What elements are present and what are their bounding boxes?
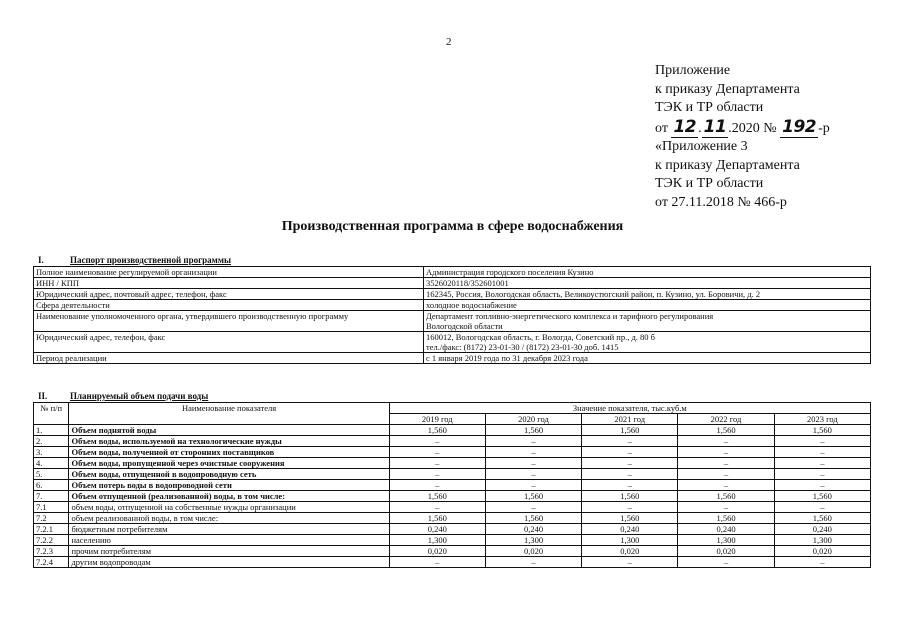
- year-header: 2023 год: [774, 414, 870, 425]
- row-value: 1,560: [485, 491, 581, 502]
- row-name: Объем воды, пропущенной через очистные сооружения: [69, 458, 389, 469]
- row-number: 7.2.2: [34, 535, 69, 546]
- row-value: 1,560: [678, 491, 774, 502]
- appendix-order-line: [655, 118, 830, 139]
- passport-row: [34, 311, 871, 332]
- row-value: 1,560: [678, 513, 774, 524]
- passport-value-cell: [424, 289, 871, 300]
- row-number: 4.: [34, 458, 69, 469]
- table-row: [34, 447, 871, 458]
- row-value: 0,240: [582, 524, 678, 535]
- handwritten-day: 12: [673, 116, 697, 137]
- section1-number: I.: [38, 255, 44, 265]
- row-value: 0,020: [678, 546, 774, 557]
- appendix-line: Приложение: [655, 63, 731, 78]
- row-value: –: [485, 447, 581, 458]
- appendix-line: от 27.11.2018 № 466-р: [655, 194, 787, 210]
- row-value: –: [389, 502, 485, 513]
- passport-label: Наименование уполномоченного органа, утвердившего производственную программу: [34, 311, 424, 332]
- row-value: 1,560: [485, 513, 581, 524]
- passport-label: Период реализации: [34, 353, 424, 364]
- row-value: 0,020: [485, 546, 581, 557]
- row-number: 7.: [34, 491, 69, 502]
- row-number: 3.: [34, 447, 69, 458]
- row-number: 1.: [34, 425, 69, 436]
- row-value: –: [582, 447, 678, 458]
- row-value: 1,560: [582, 491, 678, 502]
- row-value: –: [582, 458, 678, 469]
- row-name: населению: [69, 535, 389, 546]
- order-sep: .: [698, 120, 702, 136]
- row-value: 1,560: [389, 425, 485, 436]
- passport-row: [34, 267, 871, 278]
- table-row: [34, 524, 871, 535]
- row-value: 1,560: [774, 425, 870, 436]
- passport-label: Сфера деятельности: [34, 300, 424, 311]
- row-value: 1,300: [774, 535, 870, 546]
- row-number: 7.2.1: [34, 524, 69, 535]
- passport-label: ИНН / КПП: [34, 278, 424, 289]
- order-prefix: от: [655, 120, 672, 136]
- passport-value: холодное водоснабжение: [426, 300, 517, 310]
- section1-heading: [38, 255, 231, 265]
- row-value: –: [774, 469, 870, 480]
- row-value: 1,560: [582, 513, 678, 524]
- row-value: 1,300: [485, 535, 581, 546]
- row-name: Объем отпущенной (реализованной) воды, в том числе:: [69, 491, 389, 502]
- appendix-line: ТЭК и ТР области: [655, 100, 764, 115]
- row-value: –: [678, 436, 774, 447]
- row-value: 1,560: [774, 513, 870, 524]
- row-value: 0,020: [774, 546, 870, 557]
- passport-value: 160012, Вологодская область, г. Вологда, Советский пр., д. 80 б: [426, 332, 656, 342]
- row-number: 7.2.4: [34, 557, 69, 568]
- table-row: [34, 535, 871, 546]
- row-value: 1,300: [389, 535, 485, 546]
- row-value: 0,240: [485, 524, 581, 535]
- row-value: 1,300: [678, 535, 774, 546]
- row-name: Объем воды, полученной от сторонних поставщиков: [69, 447, 389, 458]
- row-value: –: [678, 458, 774, 469]
- row-value: –: [582, 557, 678, 568]
- col-header-name: Наименование показателя: [69, 403, 389, 425]
- section2-heading: [38, 391, 208, 401]
- row-value: 0,240: [678, 524, 774, 535]
- row-name: объем воды, отпущенной на собственные нужды организации: [69, 502, 389, 513]
- col-header-value: Значение показателя, тыс.куб.м: [389, 403, 870, 414]
- row-name: Объем поднятой воды: [69, 425, 389, 436]
- row-value: –: [774, 458, 870, 469]
- passport-value: Департамент топливно-энергетического комплекса и тарифного регулирования: [426, 311, 714, 321]
- row-value: –: [582, 480, 678, 491]
- row-value: –: [485, 480, 581, 491]
- row-value: –: [389, 469, 485, 480]
- year-header: 2019 год: [389, 414, 485, 425]
- passport-row: [34, 353, 871, 364]
- row-value: –: [582, 502, 678, 513]
- table-row: [34, 436, 871, 447]
- table-row: [34, 469, 871, 480]
- table-row: [34, 513, 871, 524]
- appendix-block: [655, 62, 830, 212]
- passport-value-cell: [424, 278, 871, 289]
- row-value: 0,240: [774, 524, 870, 535]
- passport-value-line2: Вологодской области: [426, 321, 503, 331]
- row-value: –: [774, 502, 870, 513]
- row-name: Объем воды, используемой на технологические нужды: [69, 436, 389, 447]
- row-value: –: [389, 480, 485, 491]
- appendix-line: к приказу Департамента: [655, 157, 800, 173]
- section2-number: II.: [38, 391, 48, 401]
- passport-value-cell: [424, 353, 871, 364]
- row-name: объем реализованной воды, в том числе:: [69, 513, 389, 524]
- section1-title: Паспорт производственной программы: [70, 255, 231, 265]
- row-number: 5.: [34, 469, 69, 480]
- row-value: –: [582, 469, 678, 480]
- row-value: 1,560: [582, 425, 678, 436]
- row-value: –: [389, 436, 485, 447]
- passport-row: [34, 300, 871, 311]
- volume-table: [33, 402, 871, 568]
- row-value: –: [678, 557, 774, 568]
- handwritten-month: 11: [703, 116, 727, 137]
- row-value: –: [485, 436, 581, 447]
- row-name: прочим потребителям: [69, 546, 389, 557]
- row-value: –: [485, 458, 581, 469]
- passport-value: Администрация городского поселения Кузино: [426, 267, 594, 277]
- row-value: –: [678, 469, 774, 480]
- passport-row: [34, 278, 871, 289]
- row-value: –: [774, 557, 870, 568]
- table-row: [34, 480, 871, 491]
- page-number: 2: [446, 36, 452, 48]
- table-row: [34, 502, 871, 513]
- table-row: [34, 557, 871, 568]
- table-row: [34, 491, 871, 502]
- row-value: 1,560: [389, 513, 485, 524]
- passport-value-cell: [424, 267, 871, 278]
- year-header: 2021 год: [582, 414, 678, 425]
- row-number: 6.: [34, 480, 69, 491]
- row-value: 1,560: [774, 491, 870, 502]
- row-value: –: [389, 447, 485, 458]
- row-value: 1,560: [678, 425, 774, 436]
- row-name: бюджетным потребителям: [69, 524, 389, 535]
- passport-value-line2: тел./факс: (8172) 23-01-30 / (8172) 23-01-30 доб. 1415: [426, 342, 619, 352]
- row-value: 0,020: [389, 546, 485, 557]
- row-value: –: [678, 502, 774, 513]
- appendix-line: к приказу Департамента: [655, 81, 800, 97]
- passport-value-cell: [424, 300, 871, 311]
- row-name: Объем потерь воды в водопроводной сети: [69, 480, 389, 491]
- row-number: 7.2: [34, 513, 69, 524]
- row-value: 1,560: [389, 491, 485, 502]
- row-value: –: [485, 502, 581, 513]
- row-value: –: [485, 557, 581, 568]
- passport-value: с 1 января 2019 года по 31 декабря 2023 года: [426, 353, 588, 363]
- year-header: 2020 год: [485, 414, 581, 425]
- order-mid: .2020 №: [728, 120, 781, 136]
- row-value: 1,300: [582, 535, 678, 546]
- row-value: 1,560: [485, 425, 581, 436]
- row-value: –: [389, 458, 485, 469]
- passport-value-cell: [424, 311, 871, 332]
- row-value: 0,240: [389, 524, 485, 535]
- row-value: –: [774, 436, 870, 447]
- handwritten-number: 192: [782, 116, 817, 137]
- row-name: другим водопроводам: [69, 557, 389, 568]
- row-value: –: [389, 557, 485, 568]
- section2-title: Планируемый объем подачи воды: [70, 391, 209, 401]
- row-value: 0,020: [582, 546, 678, 557]
- appendix-line: ТЭК и ТР области: [655, 176, 764, 191]
- row-value: –: [774, 447, 870, 458]
- document-title: Производственная программа в сфере водоснабжения: [281, 219, 624, 234]
- row-value: –: [582, 436, 678, 447]
- passport-row: [34, 289, 871, 300]
- order-suffix: -р: [818, 120, 830, 136]
- passport-label: Полное наименование регулируемой организации: [34, 267, 424, 278]
- col-header-number: № п/п: [34, 403, 69, 425]
- table-row: [34, 458, 871, 469]
- row-value: –: [774, 480, 870, 491]
- passport-label: Юридический адрес, телефон, факс: [34, 332, 424, 353]
- passport-value-cell: [424, 332, 871, 353]
- table-row: [34, 425, 871, 436]
- year-header: 2022 год: [678, 414, 774, 425]
- row-name: Объем воды, отпущенной в водопроводную сеть: [69, 469, 389, 480]
- row-value: –: [678, 447, 774, 458]
- row-number: 7.2.3: [34, 546, 69, 557]
- row-value: –: [678, 480, 774, 491]
- passport-label: Юридический адрес, почтовый адрес, телефон, факс: [34, 289, 424, 300]
- passport-value: 3526020118/352601001: [426, 278, 509, 288]
- row-number: 2.: [34, 436, 69, 447]
- row-value: –: [485, 469, 581, 480]
- passport-row: [34, 332, 871, 353]
- passport-table: [33, 266, 871, 364]
- table-row: [34, 546, 871, 557]
- appendix-line: «Приложение 3: [655, 139, 748, 154]
- row-number: 7.1: [34, 502, 69, 513]
- passport-value: 162345, Россия, Вологодская область, Великоустюгский район, п. Кузино, ул. Боровичи, д. 2: [426, 289, 761, 299]
